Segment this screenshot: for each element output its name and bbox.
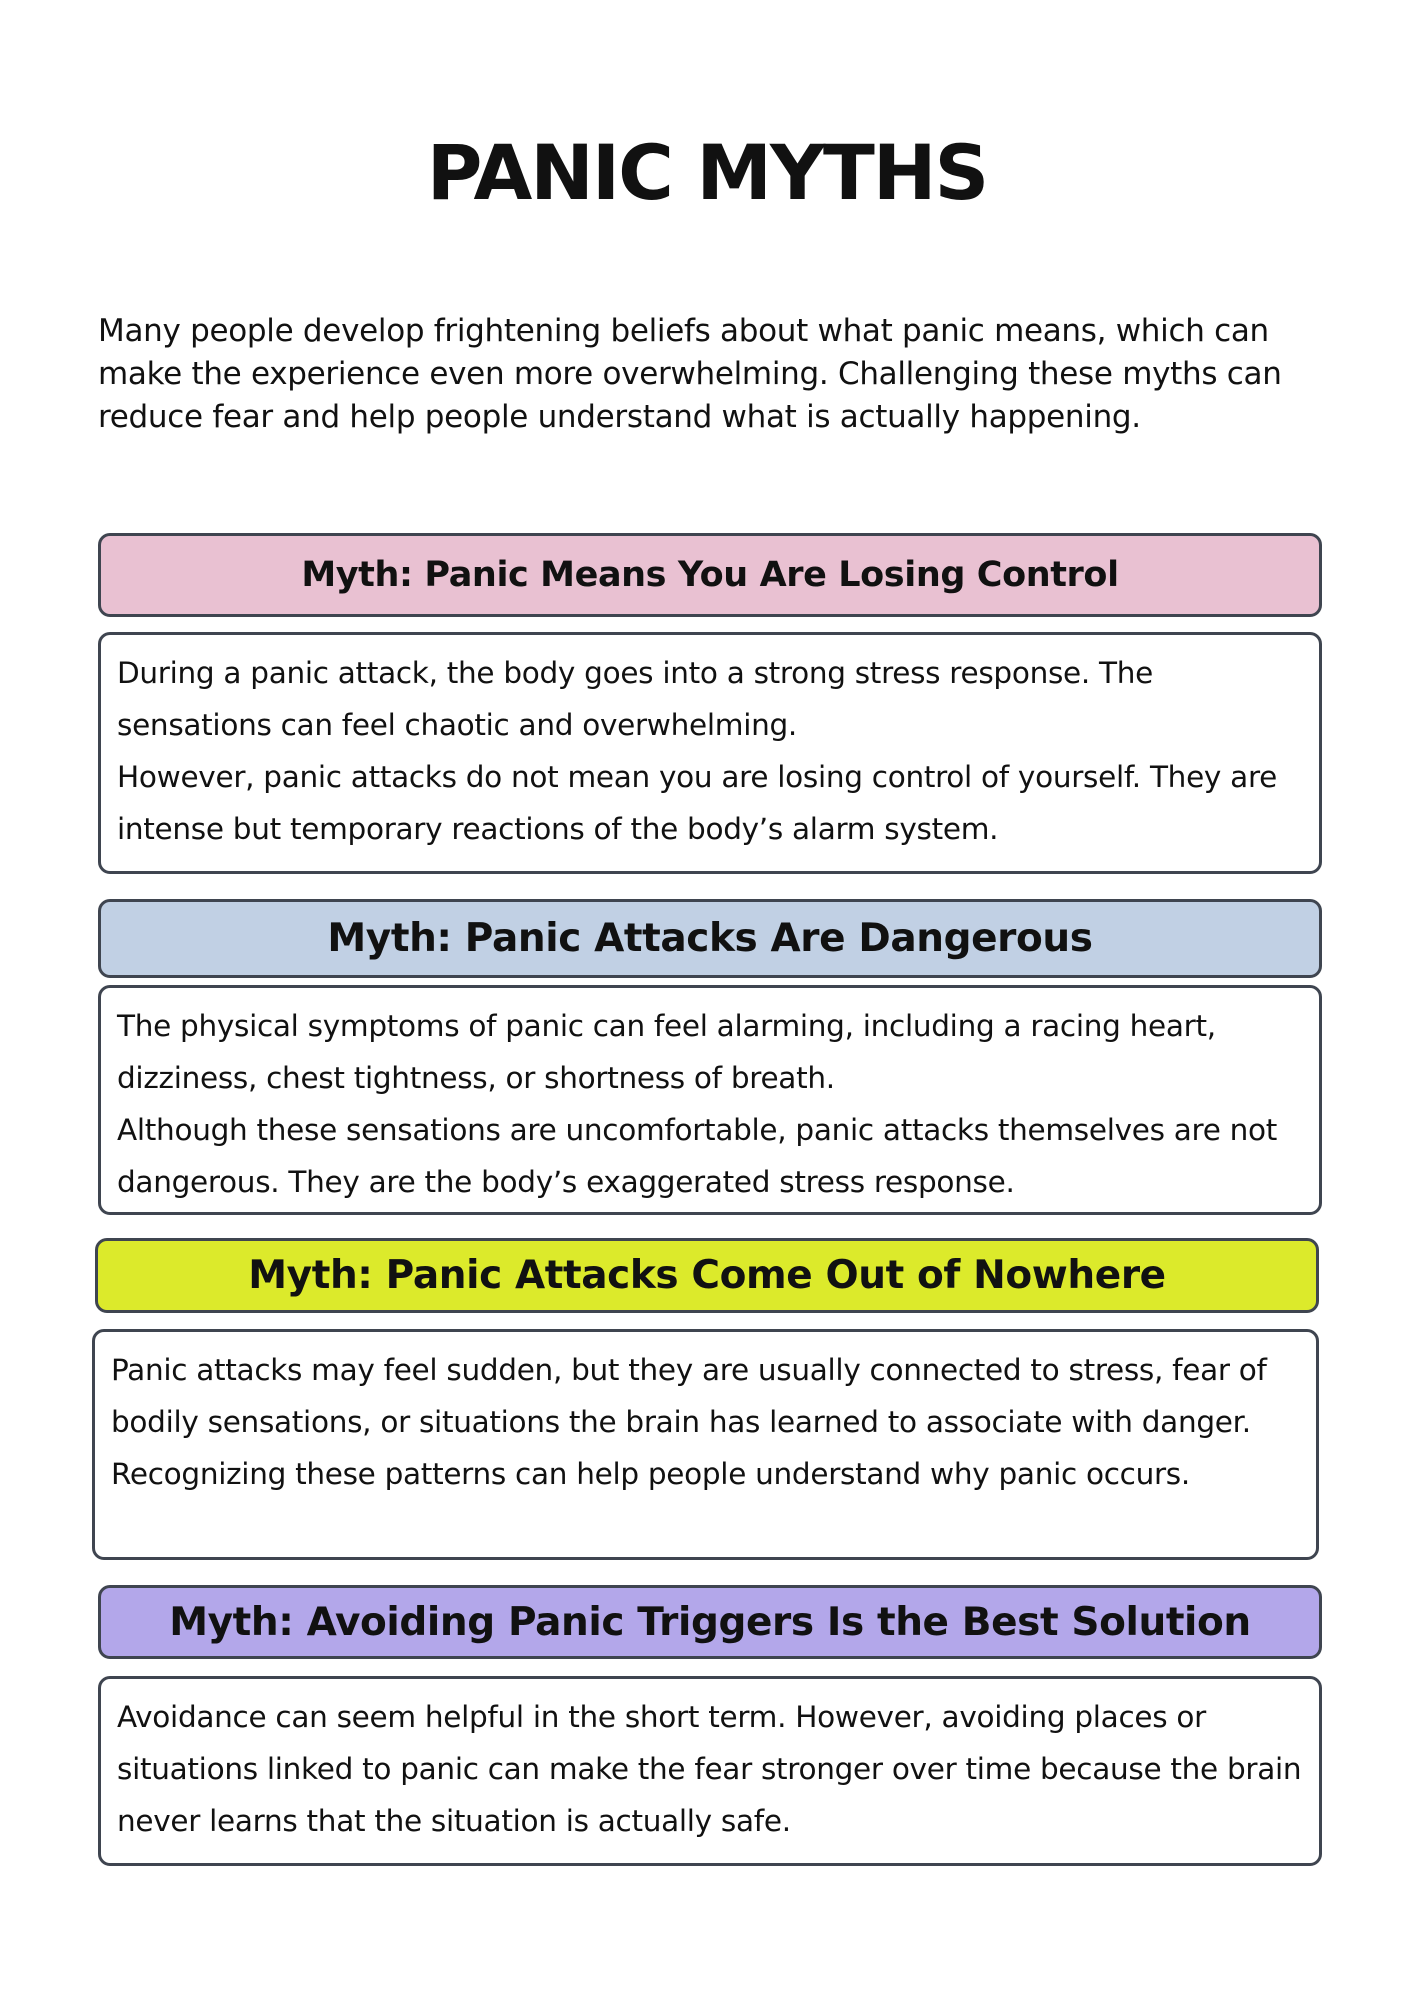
- page-title: PANIC MYTHS: [426, 128, 988, 217]
- myth-body-dangerous: [98, 985, 1322, 1215]
- myth-heading-out-of-nowhere: Myth: Panic Attacks Come Out of Nowhere: [95, 1238, 1319, 1313]
- myth-heading-dangerous: Myth: Panic Attacks Are Dangerous: [98, 899, 1322, 978]
- myth-body-avoiding-triggers: [98, 1676, 1322, 1866]
- myth-paragraph: Recognizing these patterns can help people understand why panic occurs.: [111, 1457, 1190, 1491]
- myth-paragraph: During a panic attack, the body goes into a strong stress response. The sensations can feel chaotic and overwhelming.: [117, 656, 1154, 742]
- myth-paragraph: Although these sensations are uncomfortable, panic attacks themselves are not dangerous. They are the body’s exaggerated stress response.: [117, 1113, 1278, 1199]
- intro-paragraph: Many people develop frightening beliefs about what panic means, which can make the experience even more overwhelming. Challenging these myths can reduce fear and help people understand what is actually happening.: [98, 313, 1282, 435]
- myth-paragraph: Panic attacks may feel sudden, but they are usually connected to stress, fear of bodily sensations, or situations the brain has learned to associate with danger.: [111, 1353, 1267, 1439]
- myth-paragraph: The physical symptoms of panic can feel alarming, including a racing heart, dizziness, chest tightness, or shortness of breath.: [117, 1009, 1216, 1095]
- myth-paragraph: Avoidance can seem helpful in the short term. However, avoiding places or situations linked to panic can make the fear stronger over time because the brain never learns that the situation is actually safe.: [117, 1700, 1302, 1838]
- myth-heading-avoiding-triggers: Myth: Avoiding Panic Triggers Is the Best Solution: [98, 1585, 1322, 1659]
- myth-body-out-of-nowhere: [92, 1329, 1319, 1560]
- myth-paragraph: However, panic attacks do not mean you are losing control of yourself. They are intense but temporary reactions of the body’s alarm system.: [117, 760, 1277, 846]
- myth-heading-losing-control: Myth: Panic Means You Are Losing Control: [98, 533, 1322, 617]
- myth-body-losing-control: [98, 632, 1322, 874]
